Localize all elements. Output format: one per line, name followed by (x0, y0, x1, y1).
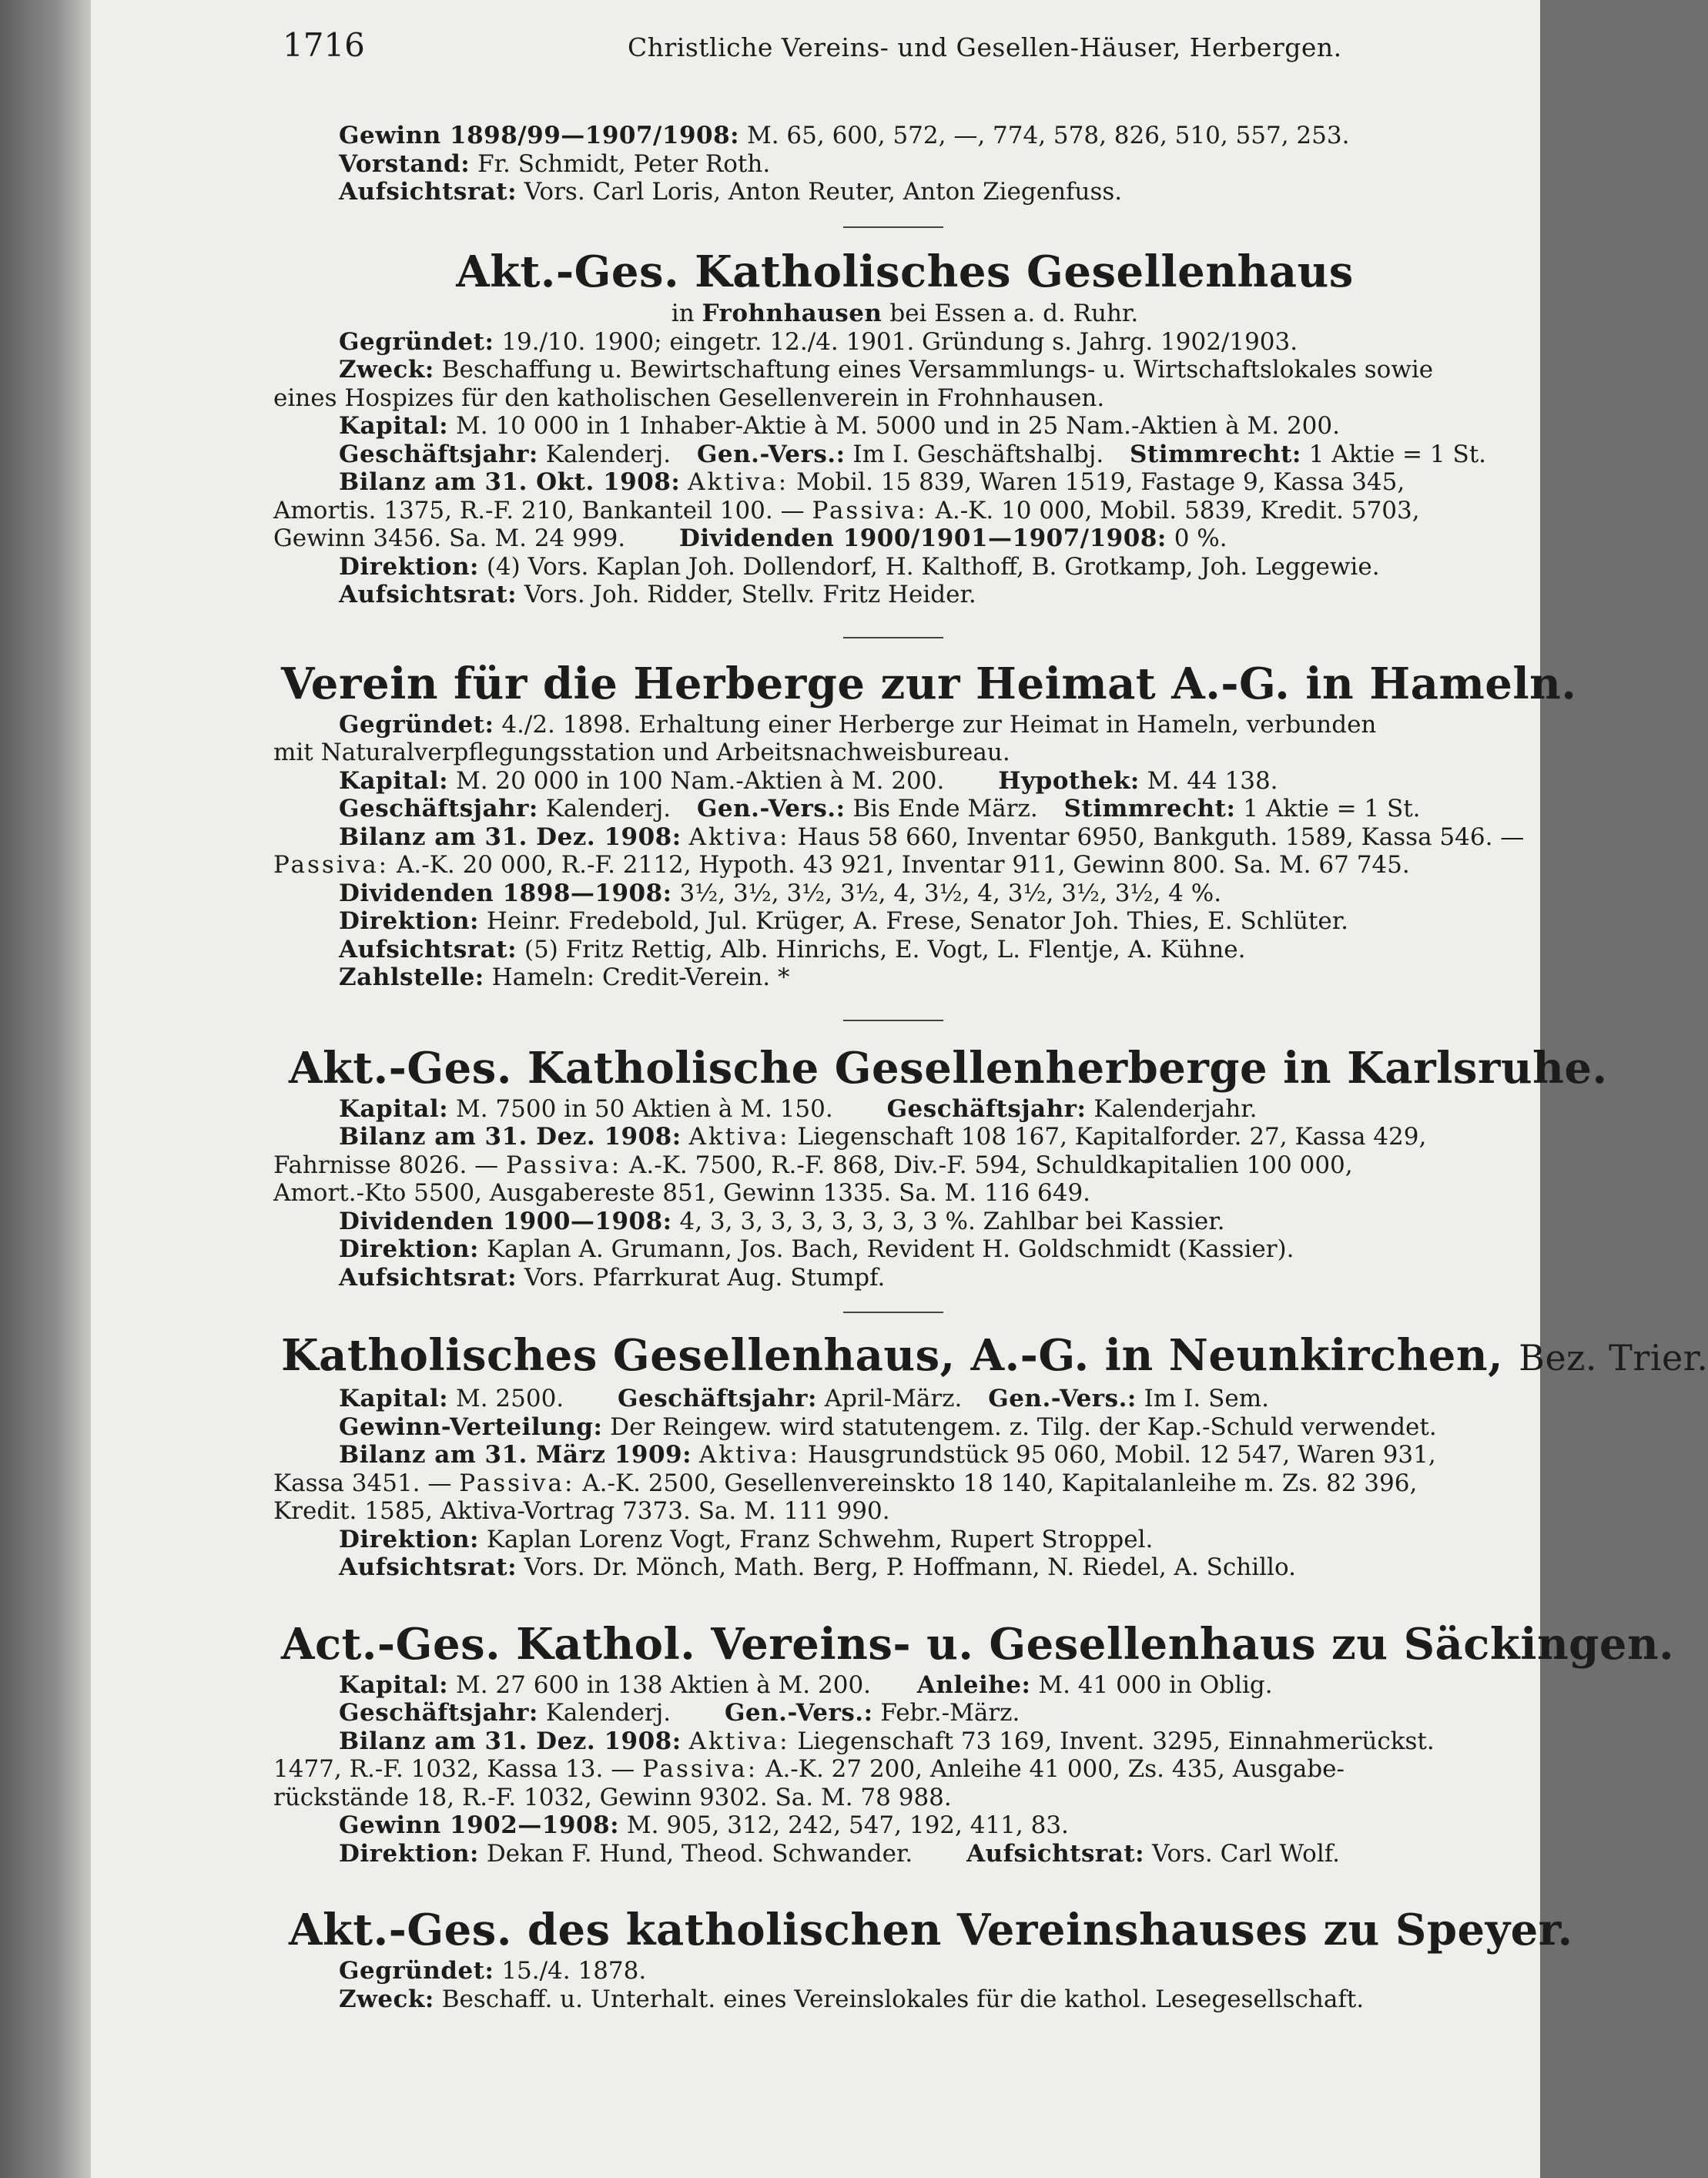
field-text: Liegenschaft 108 167, Kapitalforder. 27, Kassa 429, (797, 1123, 1427, 1151)
field-text: Im I. Geschäftshalbj. (852, 440, 1104, 468)
field-label: Geschäftsjahr: (339, 1699, 538, 1727)
entry-subtitle (173, 299, 1544, 328)
entry-title-main: Katholisches Gesellenhaus, A.-G. in Neunkirchen, (281, 1330, 1504, 1381)
entry-line (173, 1264, 1544, 1292)
field-label: Bilanz am 31. Dez. 1908: (339, 1123, 682, 1151)
field-text: Vors. Carl Wolf. (1151, 1839, 1340, 1868)
field-text: Vors. Carl Loris, Anton Reuter, Anton Ziegenfuss. (524, 178, 1123, 206)
field-text: 3½, 3½, 3½, 3½, 4, 3½, 4, 3½, 3½, 3½, 4 %. (679, 879, 1222, 907)
field-text: Kalenderj. (545, 795, 671, 823)
field-text: Der Reingew. wird statutengem. z. Tilg. der Kap.-Schuld verwendet. (610, 1412, 1437, 1441)
entry-continuation (173, 122, 1544, 206)
field-label: Dividenden 1900—1908: (339, 1207, 672, 1235)
field-label: Dividenden 1898—1908: (339, 879, 672, 907)
field-text: Hameln: Credit-Verein. * (491, 963, 790, 991)
field-label: Kapital: (339, 1385, 449, 1412)
field-label: Direktion: (339, 1839, 479, 1868)
field-text: Vors. Joh. Ridder, Stellv. Fritz Heider. (524, 581, 976, 608)
entry-hameln (173, 657, 1577, 992)
field-text: Vors. Pfarrkurat Aug. Stumpf. (524, 1263, 886, 1292)
field-text: (4) Vors. Kaplan Joh. Dollendorf, H. Kalthoff, B. Grotkamp, Joh. Leggewie. (486, 552, 1380, 581)
entry-line (173, 1671, 1544, 1700)
field-text: Beschaffung u. Bewirtschaftung eines Versammlungs- u. Wirtschaftslokales sowie (441, 356, 1434, 384)
field-text: 1 Aktie = 1 St. (1308, 440, 1487, 468)
field-label: Zweck: (339, 1985, 434, 2013)
entry-line (173, 711, 1544, 739)
field-text: Beschaff. u. Unterhalt. eines Vereinslokales für die kathol. Lesegesellschaft. (441, 1985, 1365, 2013)
field-label: Geschäftsjahr: (618, 1385, 817, 1412)
field-text: Fahrnisse 8026. — (273, 1151, 499, 1179)
subtitle-place: Frohnhausen (702, 299, 882, 327)
entry-title: Akt.-Ges. Katholische Gesellenherberge in Karlsruhe. (289, 1042, 1608, 1094)
field-text: Amortis. 1375, R.-F. 210, Bankanteil 100. — (273, 496, 805, 524)
field-label: Direktion: (339, 1235, 479, 1263)
field-text: 4./2. 1898. Erhaltung einer Herberge zur Heimat in Hameln, verbunden (501, 710, 1377, 739)
entry-line (173, 1811, 1544, 1840)
field-text: M. 44 138. (1147, 766, 1278, 795)
field-label: Zweck: (339, 356, 434, 384)
entry-line (173, 178, 1544, 206)
field-text: 19./10. 1900; eingetr. 12./4. 1901. Gründung s. Jahrg. 1902/1903. (501, 327, 1298, 356)
field-label: Bilanz am 31. Okt. 1908: (339, 468, 681, 496)
field-label: Aufsichtsrat: (339, 1263, 517, 1292)
field-text: Hausgrundstück 95 060, Mobil. 12 547, Waren 931, (807, 1441, 1436, 1469)
field-text: M. 2500. (455, 1385, 564, 1412)
field-text: Fr. Schmidt, Peter Roth. (477, 149, 771, 178)
field-label: Stimmrecht: (1063, 795, 1236, 823)
field-text: eines Hospizes für den katholischen Gesellenverein in Frohnhausen. (273, 384, 1105, 412)
field-label: Aufsichtsrat: (339, 178, 517, 206)
entry-line (173, 524, 1544, 553)
entry-line (173, 963, 1544, 992)
aktiva-label: Aktiva: (688, 1727, 790, 1755)
entry-line (173, 823, 1544, 852)
aktiva-label: Aktiva: (688, 823, 790, 851)
entry-line (173, 739, 1544, 767)
entry-line (173, 553, 1544, 581)
entry-title: Akt.-Ges. Katholisches Gesellenhaus (456, 246, 1354, 297)
field-label: Gegründet: (339, 327, 494, 356)
field-text: Dekan F. Hund, Theod. Schwander. (486, 1839, 913, 1868)
field-label: Direktion: (339, 1525, 479, 1553)
field-text: M. 41 000 in Oblig. (1038, 1670, 1273, 1699)
field-text: A.-K. 2500, Gesellenvereinskto 18 140, Kapitalanleihe m. Zs. 82 396, (582, 1469, 1418, 1497)
field-label: Geschäftsjahr: (339, 795, 538, 823)
entry-line (173, 1469, 1544, 1498)
entry-line (173, 795, 1544, 823)
page-header (173, 26, 1544, 72)
field-label: Gen.-Vers.: (696, 795, 846, 823)
field-label: Gewinn-Verteilung: (339, 1412, 603, 1441)
field-text: (5) Fritz Rettig, Alb. Hinrichs, E. Vogt, L. Flentje, A. Kühne. (524, 935, 1246, 963)
running-head: Christliche Vereins- und Gesellen-Häuser, Herbergen. (628, 32, 1342, 62)
entry-title-tail: Bez. Trier. (1519, 1337, 1708, 1379)
field-text: Liegenschaft 73 169, Invent. 3295, Einnahmerückst. (797, 1727, 1435, 1755)
section-separator (843, 1312, 943, 1313)
entry-line (173, 441, 1544, 469)
field-text: Kaplan Lorenz Vogt, Franz Schwehm, Rupert Stroppel. (486, 1525, 1154, 1553)
field-label: Stimmrecht: (1130, 440, 1301, 468)
entry-line (173, 1151, 1544, 1180)
aktiva-label: Aktiva: (698, 1441, 800, 1469)
field-text: Kassa 3451. — (273, 1469, 452, 1497)
field-label: Anleihe: (916, 1670, 1031, 1699)
field-label: Kapital: (339, 1094, 449, 1123)
entry-line (173, 1208, 1544, 1236)
field-text: M. 20 000 in 100 Nam.-Aktien à M. 200. (455, 766, 945, 795)
entry-line (173, 880, 1544, 908)
field-text: 4, 3, 3, 3, 3, 3, 3, 3, 3 %. Zahlbar bei Kassier. (679, 1207, 1225, 1235)
field-label: Kapital: (339, 1670, 449, 1699)
entry-line (173, 1784, 1544, 1812)
entry-title: Act.-Ges. Kathol. Vereins- u. Gesellenhaus zu Säckingen. (281, 1618, 1675, 1670)
aktiva-label: Aktiva: (688, 1123, 790, 1151)
field-label: Kapital: (339, 412, 449, 440)
passiva-label: Passiva: (459, 1469, 575, 1497)
entry-line (173, 150, 1544, 179)
entry-line (173, 1985, 1544, 2014)
passiva-label: Passiva: (812, 496, 928, 524)
field-text: Kredit. 1585, Aktiva-Vortrag 7373. Sa. M. 111 990. (273, 1497, 890, 1525)
entry-line (173, 1441, 1544, 1469)
field-label: Zahlstelle: (339, 963, 484, 991)
field-text: Im I. Sem. (1144, 1385, 1269, 1412)
entry-line (173, 1755, 1544, 1784)
field-text: 1 Aktie = 1 St. (1243, 795, 1421, 823)
page-number: 1716 (283, 26, 365, 64)
entry-neunkirchen (173, 1329, 1708, 1582)
entry-line (173, 1957, 1544, 1985)
field-label: Bilanz am 31. Dez. 1908: (339, 1727, 682, 1755)
field-text: 15./4. 1878. (501, 1957, 647, 1985)
entry-line (173, 1123, 1544, 1151)
entry-frohnhausen (173, 245, 1544, 609)
field-text: A.-K. 10 000, Mobil. 5839, Kredit. 5703, (935, 496, 1420, 524)
field-text: A.-K. 20 000, R.-F. 2112, Hypoth. 43 921, Inventar 911, Gewinn 800. Sa. M. 67 745. (396, 851, 1410, 879)
entry-karlsruhe (173, 1041, 1608, 1292)
field-text: April-März. (824, 1385, 963, 1412)
entry-title: Akt.-Ges. des katholischen Vereinshauses zu Speyer. (289, 1905, 1573, 1955)
field-text: Vors. Dr. Mönch, Math. Berg, P. Hoffmann, N. Riedel, A. Schillo. (524, 1553, 1296, 1581)
entry-line (173, 122, 1544, 150)
field-label: Aufsichtsrat: (966, 1839, 1145, 1868)
field-text: M. 10 000 in 1 Inhaber-Aktie à M. 5000 und in 25 Nam.-Aktien à M. 200. (455, 412, 1340, 440)
field-text: M. 65, 600, 572, —, 774, 578, 826, 510, 557, 253. (746, 122, 1350, 149)
field-text: Mobil. 15 839, Waren 1519, Fastage 9, Kassa 345, (796, 468, 1405, 496)
entry-line (173, 1235, 1544, 1264)
entry-line (173, 1727, 1544, 1756)
field-label: Geschäftsjahr: (886, 1094, 1087, 1123)
field-label: Aufsichtsrat: (339, 581, 517, 608)
field-label: Direktion: (339, 907, 479, 935)
field-label: Gegründet: (339, 710, 494, 739)
field-label: Direktion: (339, 552, 479, 581)
entry-line (173, 468, 1544, 497)
field-text: Kalenderj. (545, 440, 671, 468)
field-text: Kalenderjahr. (1093, 1094, 1258, 1123)
entry-line (173, 907, 1544, 936)
entry-line (173, 1840, 1544, 1868)
field-label: Dividenden 1900/1901—1907/1908: (679, 524, 1167, 552)
entry-line (173, 1385, 1544, 1413)
entry-saeckingen (173, 1617, 1675, 1868)
field-label: Gewinn 1898/99—1907/1908: (339, 122, 740, 149)
field-label: Bilanz am 31. März 1909: (339, 1441, 692, 1469)
field-text: Gewinn 3456. Sa. M. 24 999. (273, 524, 626, 552)
section-separator (843, 1020, 943, 1021)
entry-line (173, 581, 1544, 609)
entry-speyer (173, 1903, 1573, 2013)
section-separator (843, 226, 943, 228)
entry-line (173, 851, 1544, 880)
entry-line (173, 1699, 1544, 1727)
entry-line (173, 356, 1544, 384)
field-label: Aufsichtsrat: (339, 1553, 517, 1581)
field-label: Geschäftsjahr: (339, 440, 538, 468)
field-text: A.-K. 7500, R.-F. 868, Div.-F. 594, Schuldkapitalien 100 000, (629, 1151, 1353, 1179)
field-text: M. 27 600 in 138 Aktien à M. 200. (455, 1670, 872, 1699)
entry-line (173, 767, 1544, 796)
entry-line (173, 384, 1544, 413)
field-label: Gewinn 1902—1908: (339, 1811, 620, 1839)
field-text: Heinr. Fredebold, Jul. Krüger, A. Frese, Senator Joh. Thies, E. Schlüter. (486, 907, 1348, 935)
entry-line (173, 412, 1544, 441)
entry-line (173, 1526, 1544, 1554)
field-text: M. 7500 in 50 Aktien à M. 150. (455, 1094, 833, 1123)
entry-title (173, 1329, 1708, 1385)
field-text: 0 %. (1174, 524, 1227, 552)
passiva-label: Passiva: (273, 851, 390, 879)
entry-line (173, 328, 1544, 357)
passiva-label: Passiva: (506, 1151, 622, 1179)
entry-line (173, 1095, 1544, 1124)
field-text: Bis Ende März. (852, 795, 1038, 823)
entry-line (173, 1179, 1544, 1208)
field-label: Aufsichtsrat: (339, 935, 517, 963)
field-text: Kalenderj. (545, 1699, 671, 1727)
field-label: Bilanz am 31. Dez. 1908: (339, 823, 682, 851)
aktiva-label: Aktiva: (688, 468, 789, 496)
entry-line (173, 1497, 1544, 1526)
page-content (173, 26, 1708, 2013)
field-label: Kapital: (339, 766, 449, 795)
passiva-label: Passiva: (642, 1755, 759, 1783)
entry-line (173, 497, 1544, 525)
entry-line (173, 1553, 1544, 1582)
book-spine-shadow (0, 0, 91, 2178)
field-label: Vorstand: (339, 149, 471, 178)
field-label: Hypothek: (998, 766, 1140, 795)
field-label: Gen.-Vers.: (988, 1385, 1137, 1412)
field-text: Amort.-Kto 5500, Ausgabereste 851, Gewinn 1335. Sa. M. 116 649. (273, 1179, 1091, 1207)
field-text: 1477, R.-F. 1032, Kassa 13. — (273, 1755, 635, 1783)
field-label: Gen.-Vers.: (724, 1699, 873, 1727)
subtitle-suffix: bei Essen a. d. Ruhr. (889, 299, 1139, 327)
entry-line (173, 936, 1544, 964)
field-text: Haus 58 660, Inventar 6950, Bankguth. 1589, Kassa 546. — (797, 823, 1525, 851)
subtitle-prefix: in (671, 299, 695, 327)
entry-title: Verein für die Herberge zur Heimat A.-G. in Hameln. (281, 658, 1577, 709)
field-text: A.-K. 27 200, Anleihe 41 000, Zs. 435, Ausgabe- (765, 1755, 1345, 1783)
field-text: mit Naturalverpflegungsstation und Arbeitsnachweisbureau. (273, 739, 1010, 766)
entry-line (173, 1413, 1544, 1442)
field-label: Gen.-Vers.: (696, 440, 846, 468)
field-label: Gegründet: (339, 1957, 494, 1985)
field-text: Kaplan A. Grumann, Jos. Bach, Revident H. Goldschmidt (Kassier). (486, 1235, 1294, 1263)
section-separator (843, 637, 943, 638)
field-text: M. 905, 312, 242, 547, 192, 411, 83. (626, 1811, 1069, 1839)
field-text: rückstände 18, R.-F. 1032, Gewinn 9302. Sa. M. 78 988. (273, 1783, 952, 1811)
field-text: Febr.-März. (880, 1699, 1020, 1727)
